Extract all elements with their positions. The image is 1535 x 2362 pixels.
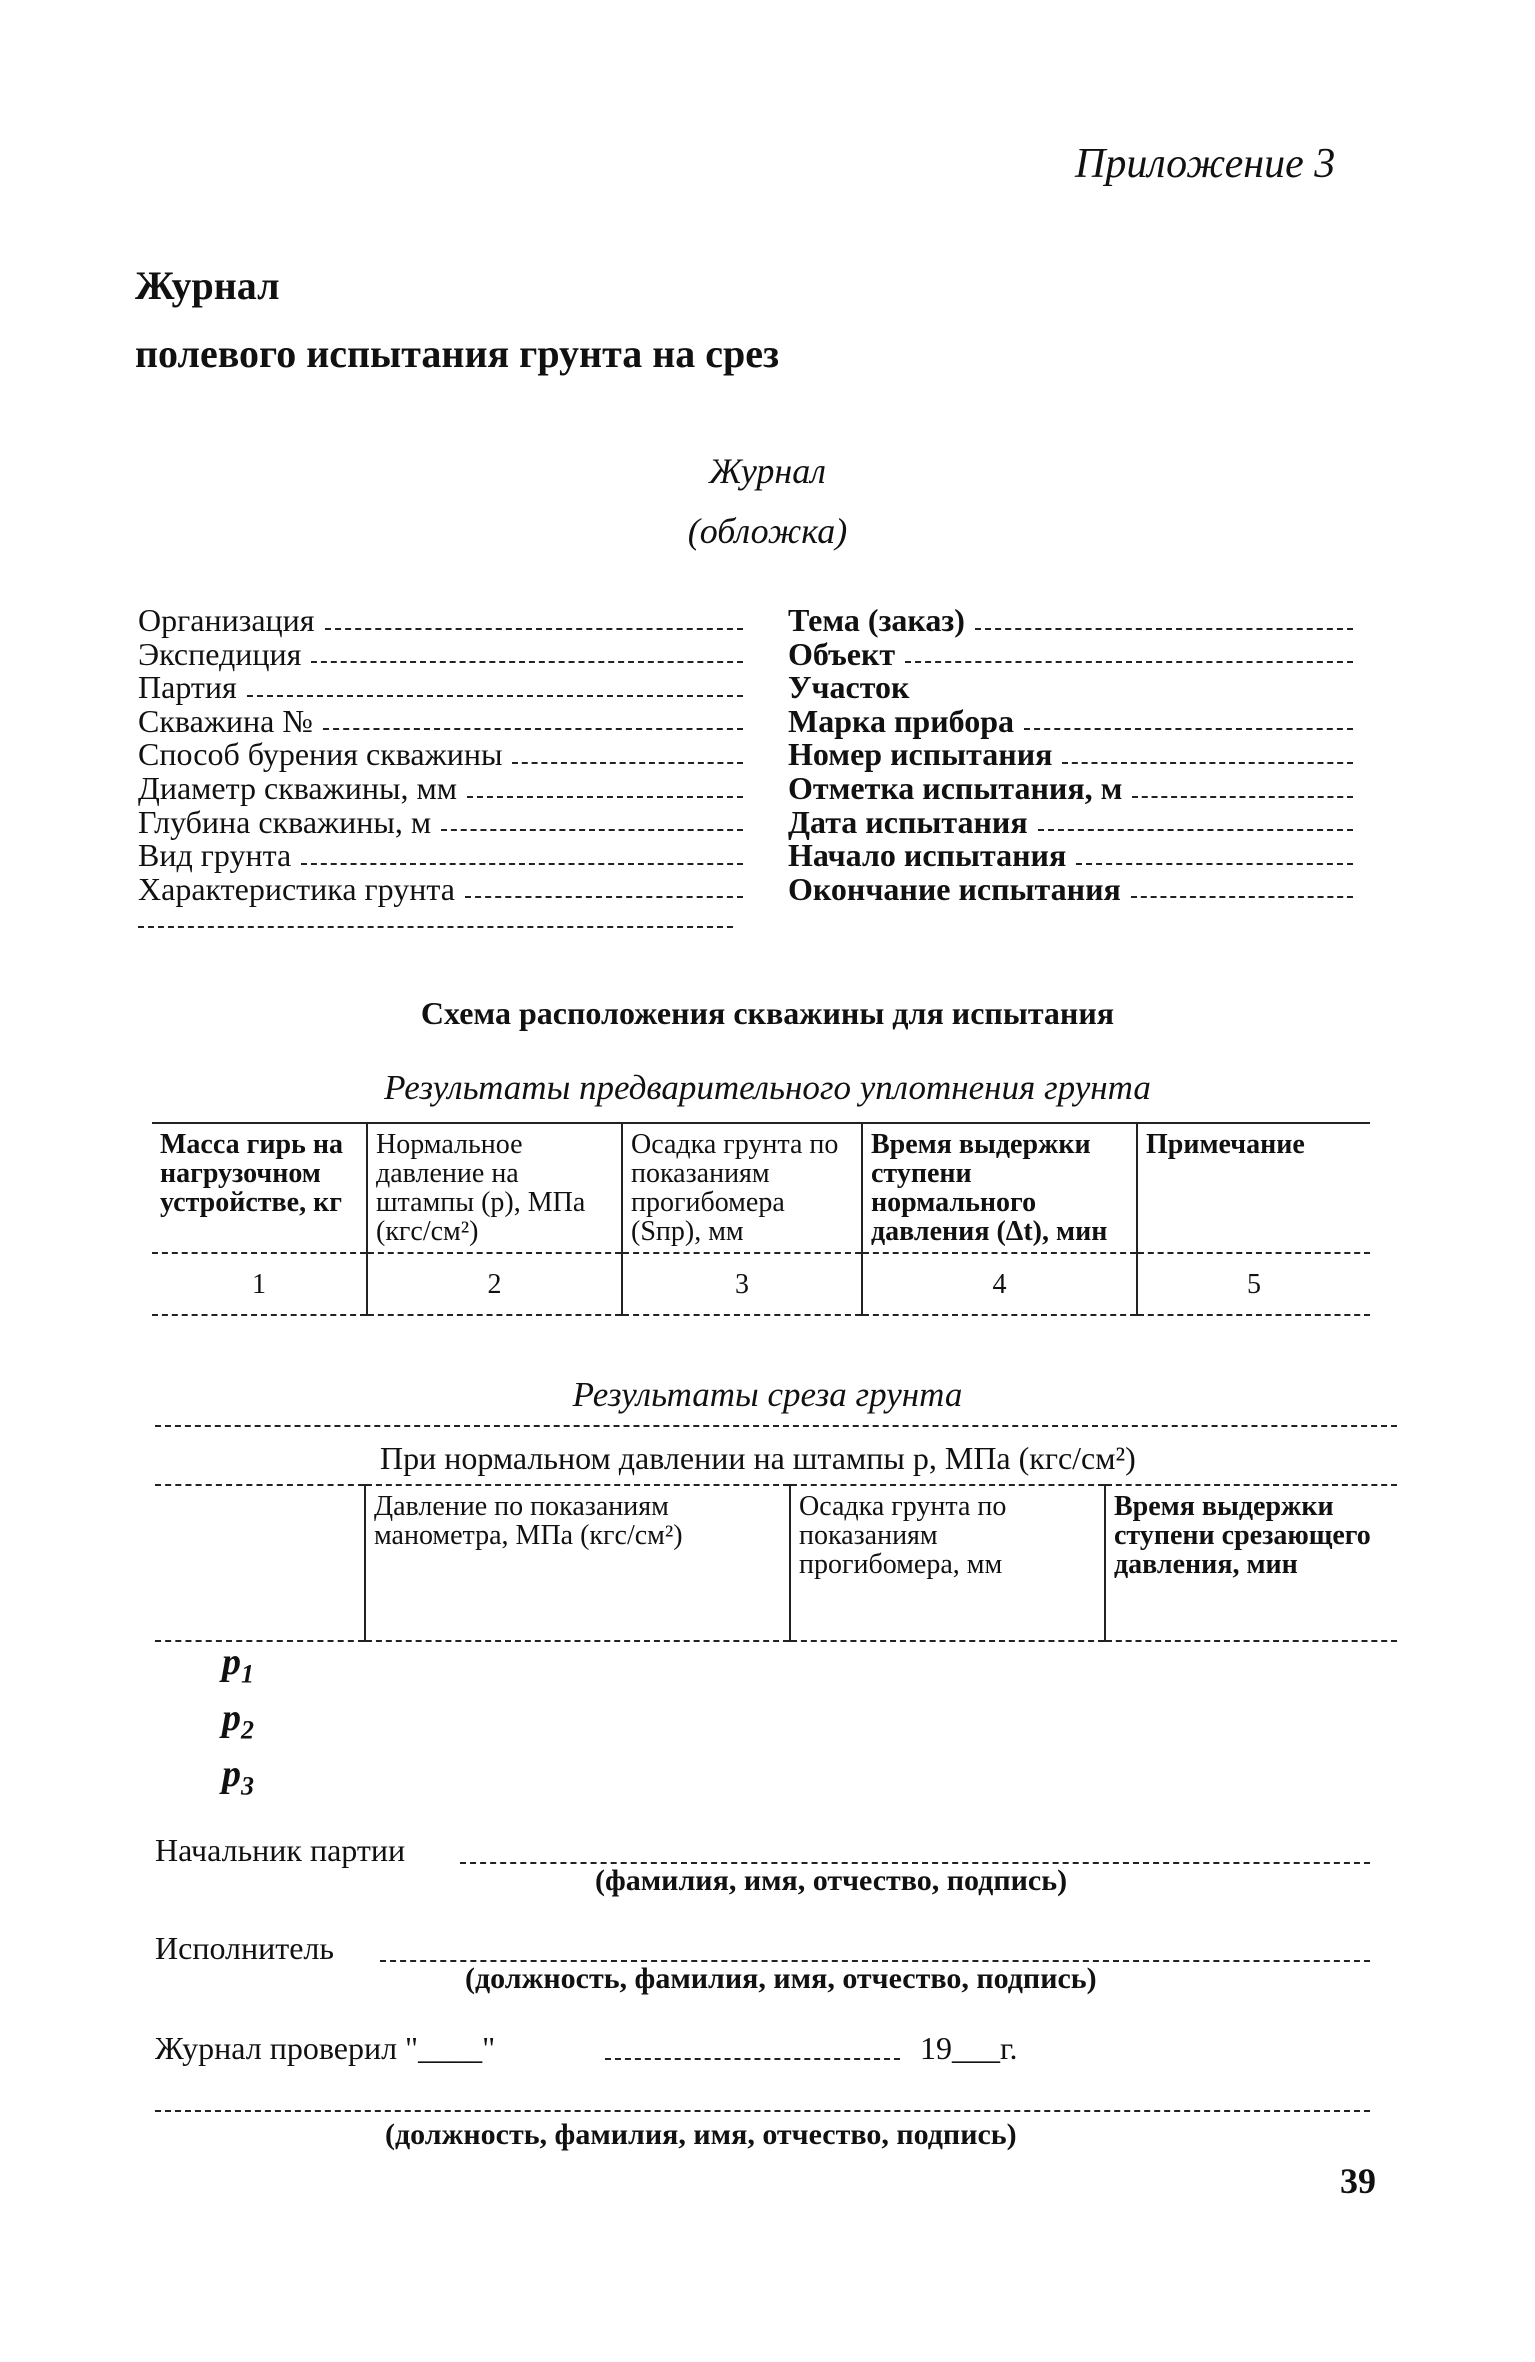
checked-caption: (должность, фамилия, имя, отчество, подпись) [385,2118,1017,2151]
shear-title: Результаты среза грунта [572,1375,963,1414]
cover-title: Журнал [709,451,826,491]
journal-subtitle: полевого испытания грунта на срез [135,331,780,376]
checked-label: Журнал проверил "____" [155,2030,496,2066]
journal-title: Журнал [135,263,280,308]
checked-year: 19___г. [920,2030,1018,2066]
shear-row-p2: $p_2$ [222,1697,254,1745]
shear-top-rule [155,1425,1397,1427]
prelim-header-settlement: Осадка грунта по показаниям прогибомера (Sпр), мм [622,1123,862,1253]
executor-caption: (должность, фамилия, имя, отчество, подпись) [465,1962,1097,1995]
appendix-label: Приложение 3 [1075,141,1336,187]
field-topic[interactable]: Тема (заказ) [788,604,1353,638]
prelim-col-number: 1 [152,1253,367,1315]
page-number: 39 [1340,2161,1376,2201]
shear-pressure-caption: При нормальном давлении на штампы p, МПа (кгс/см²) [380,1440,1136,1476]
field-test-number[interactable]: Номер испытания [788,738,1353,772]
field-drilling-method[interactable]: Способ бурения скважины [138,738,743,772]
checked-date-line[interactable] [605,2058,900,2060]
shear-header-settlement: Осадка грунта по показаниям прогибомера, мм [790,1485,1105,1641]
shear-table [155,1484,1397,1642]
prelim-col-number: 2 [367,1253,622,1315]
field-device-model[interactable]: Марка прибора [788,705,1353,739]
field-well-number[interactable]: Скважина № [138,705,743,739]
field-test-date[interactable]: Дата испытания [788,806,1353,840]
field-expedition[interactable]: Экспедиция [138,638,743,672]
field-soil-type[interactable]: Вид грунта [138,839,743,873]
checked-signature-line[interactable] [155,2110,1370,2112]
chief-caption: (фамилия, имя, отчество, подпись) [595,1864,1068,1897]
prelim-header-pressure: Нормальное давление на штампы (p), МПа (кгс/см²) [367,1123,622,1253]
prelim-col-number: 5 [1137,1253,1370,1315]
shear-header-empty [155,1485,365,1641]
extra-line[interactable] [138,926,733,928]
prelim-header-mass: Масса гирь на нагрузочном устройстве, кг [152,1123,367,1253]
shear-row-p1: $p_1$ [222,1641,254,1689]
cover-left-fields [138,604,743,906]
field-party[interactable]: Партия [138,671,743,705]
prelim-header-note: Примечание [1137,1123,1370,1253]
executor-label: Исполнитель [155,1930,334,1966]
field-test-elevation[interactable]: Отметка испытания, м [788,772,1353,806]
field-test-end[interactable]: Окончание испытания [788,873,1353,907]
shear-header-manometer: Давление по показаниям манометра, МПа (кгс/см²) [365,1485,790,1641]
field-well-depth[interactable]: Глубина скважины, м [138,806,743,840]
prelim-title: Результаты предварительного уплотнения грунта [384,1068,1151,1107]
shear-header-time: Время выдержки ступени срезающего давления, мин [1105,1485,1397,1641]
cover-subtitle: (обложка) [687,511,848,551]
field-well-diameter[interactable]: Диаметр скважины, мм [138,772,743,806]
schema-title: Схема расположения скважины для испытания [420,995,1115,1031]
field-organization[interactable]: Организация [138,604,743,638]
prelim-col-number: 3 [622,1253,862,1315]
field-test-start[interactable]: Начало испытания [788,839,1353,873]
shear-row-p3: $p_3$ [222,1753,254,1801]
chief-label: Начальник партии [155,1832,406,1868]
field-soil-characteristic[interactable]: Характеристика грунта [138,873,743,907]
field-object[interactable]: Объект [788,638,1353,672]
cover-right-fields [788,604,1353,906]
prelim-table [152,1122,1370,1316]
prelim-header-time: Время выдержки ступени нормального давления (Δt), мин [862,1123,1137,1253]
prelim-col-number: 4 [862,1253,1137,1315]
field-site[interactable]: Участок [788,669,910,706]
